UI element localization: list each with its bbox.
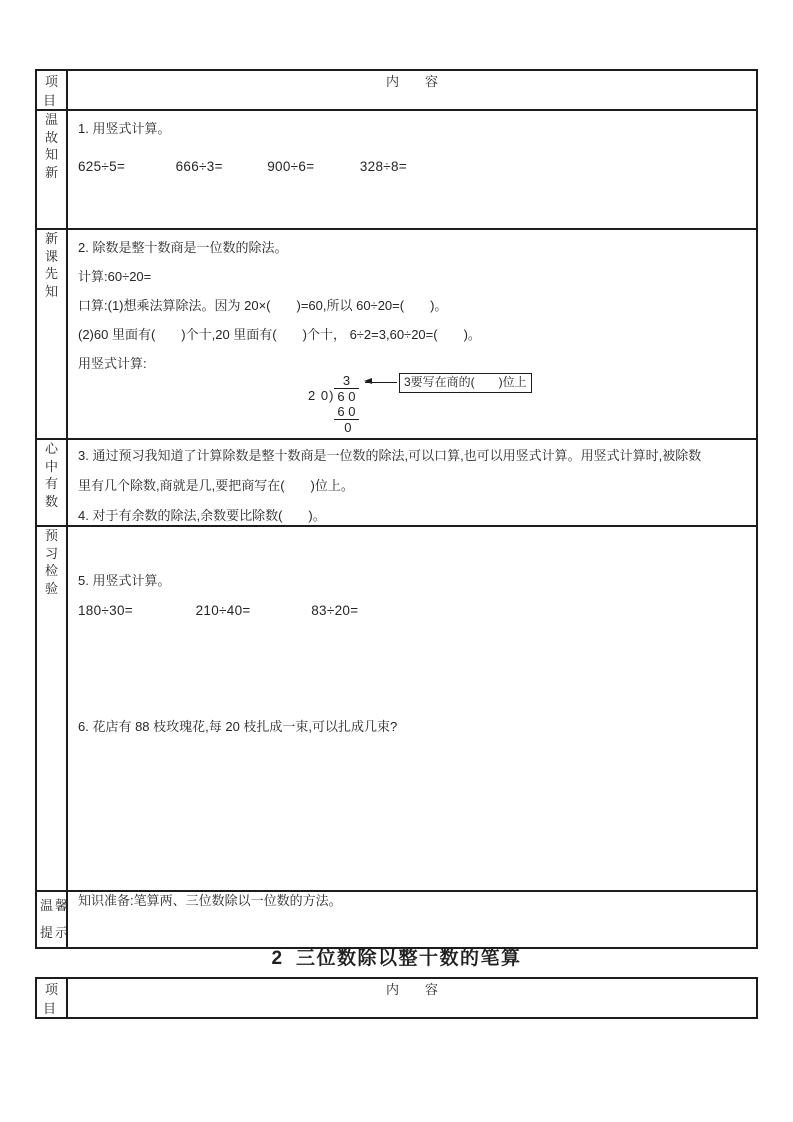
- header-content-cell: 内 容: [67, 70, 757, 110]
- section-number: 2: [271, 948, 283, 969]
- task1-equations: [78, 159, 748, 174]
- task2-calc: 计算:60÷20=: [78, 269, 152, 284]
- task5-title: 5. 用竖式计算。: [78, 573, 171, 588]
- section-heading: [0, 943, 793, 970]
- table-row-newlesson: [36, 229, 757, 439]
- task3-line2: 里有几个除数,商就是几,要把商写在( )位上。: [78, 478, 354, 493]
- row-label-tips: 温馨提示: [39, 898, 70, 940]
- equation: 900÷6=: [267, 159, 315, 174]
- row-label-newlesson: 新课先知: [44, 231, 58, 299]
- table-row-tips: [36, 891, 757, 948]
- division-note-box: 3要写在商的( )位上: [399, 373, 532, 393]
- long-division-diagram: [308, 373, 608, 439]
- task2-oral1: 口算:(1)想乘法算除法。因为 20×( )=60,所以 60÷20=( )。: [78, 298, 448, 313]
- division-remainder: 0: [344, 420, 352, 435]
- division-quotient: 3: [342, 373, 351, 388]
- table-row-check: [36, 526, 757, 891]
- task2-title: 2. 除数是整十数商是一位数的除法。: [78, 240, 288, 255]
- prestudy-table: [35, 69, 758, 949]
- task3-line1: 3. 通过预习我知道了计算除数是整十数商是一位数的除法,可以口算,也可以用竖式计算。用竖式计算时,被除数: [78, 448, 702, 463]
- task2-vertical-label: 用竖式计算:: [78, 356, 147, 371]
- task1-title: 1. 用竖式计算。: [78, 121, 171, 136]
- task2-oral2: (2)60 里面有( )个十,20 里面有( )个十， 6÷2=3,60÷20=( )。: [78, 327, 481, 342]
- task5-equations: [78, 603, 748, 618]
- division-dividend: 6 0: [334, 388, 358, 404]
- row-label-understanding: 心中有数: [44, 441, 58, 509]
- table-row-understanding: [36, 439, 757, 526]
- task4-line: 4. 对于有余数的除法,余数要比除数( )。: [78, 508, 326, 523]
- equation: 625÷5=: [78, 159, 126, 174]
- table2-header-content-cell: 内 容: [67, 978, 757, 1018]
- table2-header-row: [36, 978, 757, 1018]
- equation: 666÷3=: [175, 159, 223, 174]
- table-row-review: [36, 110, 757, 229]
- division-divisor: [308, 388, 334, 404]
- task6-word-problem: 6. 花店有 88 枝玫瑰花,每 20 枝扎成一束,可以扎成几束?: [78, 719, 398, 734]
- equation: 210÷40=: [195, 603, 251, 618]
- equation: 83÷20=: [311, 603, 359, 618]
- division-bracket: ): [329, 388, 335, 403]
- equation: 328÷8=: [359, 159, 408, 174]
- divisor-digits: 2 0: [308, 388, 330, 403]
- next-table: [35, 977, 758, 1019]
- section-title: 三位数除以整十数的笔算: [296, 948, 522, 969]
- row-label-review: 温故知新: [44, 112, 58, 180]
- table2-header-items-cell: 项目: [36, 978, 67, 1018]
- row-label-check: 预习检验: [44, 528, 58, 596]
- table-header-row: [36, 70, 757, 110]
- long-division: [308, 373, 359, 435]
- arrow-left-icon: [365, 382, 397, 383]
- division-subtrahend: 6 0: [334, 404, 358, 420]
- equation: 180÷30=: [78, 603, 133, 618]
- header-items-cell: 项目: [36, 70, 67, 110]
- knowledge-prep-tip: 知识准备:笔算两、三位数除以一位数的方法。: [78, 893, 342, 908]
